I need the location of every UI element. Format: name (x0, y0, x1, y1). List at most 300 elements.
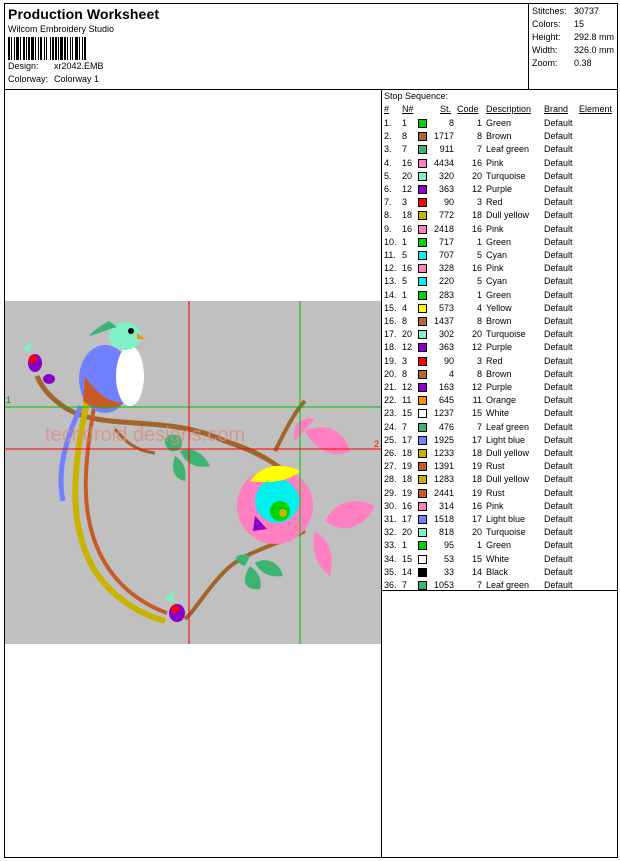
row-brand: Default (544, 329, 573, 340)
color-swatch (418, 581, 427, 590)
row-needle: 12 (402, 184, 413, 194)
row-code: 14 (471, 566, 482, 577)
row-description: Rust (486, 487, 505, 498)
table-row (382, 434, 617, 447)
row-needle: 5 (402, 250, 408, 260)
row-num: 7. (384, 197, 392, 208)
software-name: Wilcom Embroidery Studio (8, 24, 115, 34)
row-description: Leaf green (486, 580, 530, 590)
color-swatch (418, 198, 427, 207)
row-stitches: 573 (438, 302, 454, 313)
row-needle: 8 (402, 368, 408, 379)
row-num: 23. (384, 408, 397, 419)
design-preview (5, 301, 381, 644)
row-needle: 18 (402, 448, 413, 458)
row-num: 34. (384, 553, 397, 564)
row-stitches: 328 (438, 263, 454, 274)
stop-sequence-caption: Stop Sequence: (384, 91, 449, 101)
row-description: Green (486, 540, 512, 551)
colorway-value: Colorway 1 (54, 74, 100, 84)
height-row (532, 32, 614, 42)
row-code: 15 (471, 553, 482, 564)
row-stitches: 2441 (433, 487, 454, 498)
row-description: Purple (486, 382, 513, 392)
table-row (382, 236, 617, 249)
row-code: 5 (476, 250, 482, 260)
row-code: 7 (476, 421, 482, 432)
row-brand: Default (544, 500, 573, 511)
row-description: Light blue (486, 434, 526, 445)
row-needle: 17 (402, 514, 413, 524)
row-needle: 16 (402, 223, 413, 234)
row-stitches: 1518 (433, 514, 454, 524)
zoom-row (532, 58, 592, 68)
colors-label: Colors: (532, 19, 561, 29)
row-brand: Default (544, 170, 573, 181)
color-swatch (418, 132, 427, 141)
color-swatch (418, 211, 427, 220)
row-stitches: 2418 (433, 223, 454, 234)
color-swatch (418, 528, 427, 537)
row-stitches: 717 (438, 236, 454, 247)
table-row (382, 262, 617, 275)
bud-leaf (165, 591, 175, 603)
row-brand: Default (544, 580, 573, 590)
color-swatch (418, 396, 427, 405)
height-value: 292.8 mm (574, 32, 615, 42)
table-row (382, 447, 617, 460)
worksheet (4, 3, 618, 858)
row-stitches: 707 (438, 250, 454, 260)
color-swatch (418, 502, 427, 511)
row-code: 15 (471, 408, 482, 419)
row-code: 1 (476, 236, 482, 247)
row-num: 19. (384, 355, 397, 366)
row-brand: Default (544, 131, 573, 142)
barcode-image (8, 37, 155, 60)
row-needle: 19 (402, 461, 413, 472)
col-header-st: St. (440, 104, 452, 114)
table-row (382, 223, 617, 236)
row-stitches: 163 (438, 382, 454, 392)
row-needle: 12 (402, 342, 413, 353)
color-swatch (418, 317, 427, 326)
branch-lower (185, 531, 305, 619)
row-description: Leaf green (486, 421, 530, 432)
table-row (382, 143, 617, 156)
color-swatch (418, 541, 427, 550)
color-swatch (418, 225, 427, 234)
row-brand: Default (544, 474, 573, 485)
row-needle: 19 (402, 487, 413, 498)
table-row (382, 487, 617, 500)
table-row (382, 275, 617, 288)
stitches-value: 30737 (574, 6, 600, 16)
row-needle: 16 (402, 263, 413, 274)
row-description: Light blue (486, 514, 526, 524)
row-code: 3 (476, 355, 482, 366)
row-brand: Default (544, 223, 573, 234)
row-brand: Default (544, 527, 573, 538)
row-brand: Default (544, 316, 573, 326)
marker-left: 1 (6, 395, 12, 405)
row-needle: 1 (402, 540, 408, 551)
row-num: 22. (384, 395, 397, 406)
row-num: 31. (384, 514, 397, 524)
table-row (382, 328, 617, 341)
bird-eye (128, 328, 134, 334)
row-code: 20 (471, 170, 482, 181)
row-needle: 14 (402, 566, 413, 577)
row-num: 29. (384, 487, 397, 498)
row-needle: 8 (402, 316, 408, 326)
row-brand: Default (544, 421, 573, 432)
row-stitches: 911 (439, 144, 454, 155)
row-num: 36. (384, 580, 397, 590)
row-brand: Default (544, 461, 573, 472)
row-needle: 17 (402, 434, 413, 445)
row-code: 19 (471, 461, 482, 472)
row-description: Dull yellow (486, 474, 530, 485)
row-stitches: 1925 (433, 434, 454, 445)
row-needle: 20 (402, 527, 413, 538)
row-code: 7 (476, 144, 482, 155)
color-swatch (418, 449, 427, 458)
row-stitches: 220 (438, 276, 454, 287)
col-header-description: Description (486, 104, 532, 114)
row-stitches: 363 (438, 184, 454, 194)
row-needle: 1 (402, 236, 408, 247)
color-swatch (418, 172, 427, 181)
row-num: 4. (384, 157, 392, 168)
row-description: Yellow (486, 302, 512, 313)
row-code: 19 (471, 487, 482, 498)
row-description: Black (486, 566, 509, 577)
table-row (382, 500, 617, 513)
row-brand: Default (544, 382, 573, 392)
row-code: 17 (471, 434, 482, 445)
color-swatch (418, 185, 427, 194)
table-row (382, 157, 617, 170)
color-swatch (418, 277, 427, 286)
row-description: Purple (486, 342, 513, 353)
table-row (382, 407, 617, 420)
stitches-row (532, 6, 599, 16)
row-code: 1 (476, 118, 482, 128)
row-brand: Default (544, 157, 573, 168)
zoom-value: 0.38 (574, 58, 592, 68)
design-row (8, 61, 104, 71)
row-needle: 15 (402, 553, 413, 564)
row-stitches: 302 (438, 329, 454, 340)
leaf (255, 560, 283, 576)
row-code: 8 (476, 131, 482, 142)
row-needle: 18 (402, 210, 413, 221)
col-header-element: Element (579, 104, 613, 114)
colorway-label: Colorway: (8, 74, 49, 84)
color-swatch (418, 357, 427, 366)
col-header-n: N# (402, 104, 414, 114)
row-stitches: 1233 (433, 448, 454, 458)
row-brand: Default (544, 302, 573, 313)
row-brand: Default (544, 448, 573, 458)
row-needle: 8 (402, 131, 408, 142)
row-stitches: 283 (438, 289, 454, 300)
row-needle: 1 (402, 289, 408, 300)
col-header-num: # (384, 104, 390, 114)
table-row (382, 473, 617, 486)
worksheet-header (5, 4, 617, 90)
row-needle: 1 (402, 118, 408, 128)
row-needle: 3 (402, 355, 408, 366)
table-row (382, 355, 617, 368)
flower-pistil (279, 509, 287, 517)
table-row (382, 381, 617, 394)
row-description: Rust (486, 461, 505, 472)
table-row (382, 183, 617, 196)
row-needle: 12 (402, 382, 413, 392)
row-code: 4 (476, 302, 482, 313)
row-description: Orange (486, 395, 517, 406)
embroidery-illustration (5, 301, 381, 644)
table-row (382, 579, 617, 592)
row-code: 12 (471, 382, 482, 392)
row-code: 18 (471, 474, 482, 485)
row-num: 32. (384, 527, 397, 538)
table-row (382, 302, 617, 315)
row-description: Dull yellow (486, 210, 530, 221)
row-code: 12 (471, 342, 482, 353)
row-num: 1. (384, 118, 392, 128)
color-swatch (418, 291, 427, 300)
col-header-code: Code (457, 104, 479, 114)
row-num: 15. (384, 302, 397, 313)
row-code: 16 (471, 223, 482, 234)
row-num: 35. (384, 566, 397, 577)
row-num: 21. (384, 382, 397, 392)
table-row (382, 209, 617, 222)
flower-petal (305, 427, 350, 454)
color-swatch (418, 436, 427, 445)
colorway-row (8, 74, 99, 84)
row-description: Dull yellow (486, 448, 530, 458)
color-swatch (418, 251, 427, 260)
row-num: 18. (384, 342, 397, 353)
row-stitches: 645 (438, 395, 454, 406)
leaf (236, 555, 250, 566)
bud-tip (29, 355, 37, 363)
row-description: White (486, 408, 510, 419)
color-swatch (418, 119, 427, 128)
row-description: Brown (486, 368, 512, 379)
row-needle: 15 (402, 408, 413, 419)
width-label: Width: (532, 45, 558, 55)
row-stitches: 90 (443, 197, 454, 208)
row-code: 1 (476, 289, 482, 300)
row-brand: Default (544, 553, 573, 564)
bud-leaf (23, 341, 33, 353)
table-row (382, 421, 617, 434)
row-description: Green (486, 118, 512, 128)
row-num: 12. (384, 263, 397, 274)
col-header-brand: Brand (544, 104, 569, 114)
row-needle: 16 (402, 157, 413, 168)
page-title: Production Worksheet (8, 6, 160, 22)
leaf (245, 566, 261, 589)
color-swatch (418, 264, 427, 273)
row-brand: Default (544, 118, 573, 128)
color-swatch (418, 343, 427, 352)
row-code: 7 (476, 580, 482, 590)
zoom-label: Zoom: (532, 58, 558, 68)
row-stitches: 4434 (433, 157, 454, 168)
row-num: 33. (384, 540, 397, 551)
row-stitches: 8 (448, 118, 454, 128)
flower-petal (325, 501, 375, 528)
stop-sequence-panel (382, 90, 617, 591)
bud-tip (171, 605, 179, 613)
row-needle: 18 (402, 474, 413, 485)
table-row (382, 315, 617, 328)
row-stitches: 33 (443, 566, 454, 577)
stitches-label: Stitches: (532, 6, 567, 16)
row-code: 1 (476, 540, 482, 551)
row-description: Pink (486, 500, 504, 511)
table-row (382, 249, 617, 262)
table-row (382, 368, 617, 381)
row-code: 16 (471, 263, 482, 274)
row-needle: 11 (402, 395, 412, 406)
row-description: Pink (486, 263, 504, 274)
color-swatch (418, 159, 427, 168)
row-num: 5. (384, 170, 392, 181)
table-row (382, 130, 617, 143)
table-row (382, 341, 617, 354)
table-row (382, 289, 617, 302)
row-num: 14. (384, 289, 397, 300)
watermark-text: techdroid designs.com (45, 424, 246, 446)
row-num: 2. (384, 131, 392, 142)
row-code: 8 (476, 368, 482, 379)
row-num: 27. (384, 461, 397, 472)
bud (43, 374, 55, 384)
row-stitches: 1717 (433, 131, 454, 142)
row-stitches: 1053 (433, 580, 454, 590)
row-stitches: 320 (438, 170, 454, 181)
row-needle: 7 (402, 421, 408, 432)
row-needle: 4 (402, 302, 408, 313)
row-brand: Default (544, 434, 573, 445)
row-code: 17 (471, 514, 482, 524)
color-swatch (418, 304, 427, 313)
row-description: White (486, 553, 510, 564)
row-num: 25. (384, 434, 397, 445)
row-stitches: 818 (438, 527, 454, 538)
row-description: Cyan (486, 276, 508, 287)
color-swatch (418, 568, 427, 577)
design-value: xr2042.EMB (54, 61, 104, 71)
flower-petal (313, 531, 331, 576)
row-num: 3. (384, 144, 392, 155)
stats-panel (528, 4, 618, 89)
row-code: 20 (471, 527, 482, 538)
row-stitches: 314 (438, 500, 454, 511)
row-description: Pink (486, 157, 504, 168)
table-row (382, 394, 617, 407)
leaf (173, 456, 185, 481)
row-description: Green (486, 289, 512, 300)
row-description: Red (486, 355, 503, 366)
table-row (382, 526, 617, 539)
row-description: Leaf green (486, 144, 530, 155)
table-row (382, 170, 617, 183)
row-stitches: 95 (443, 540, 454, 551)
row-num: 6. (384, 184, 392, 194)
row-num: 11. (384, 250, 396, 260)
row-code: 16 (471, 500, 482, 511)
row-description: Brown (486, 316, 512, 326)
row-brand: Default (544, 289, 573, 300)
color-swatch (418, 489, 427, 498)
row-brand: Default (544, 144, 573, 155)
row-brand: Default (544, 197, 573, 208)
row-needle: 3 (402, 197, 408, 208)
row-description: Red (486, 197, 503, 208)
row-stitches: 90 (443, 355, 454, 366)
row-brand: Default (544, 566, 573, 577)
row-brand: Default (544, 263, 573, 274)
row-num: 13. (384, 276, 397, 287)
row-code: 8 (476, 316, 482, 326)
row-description: Pink (486, 223, 504, 234)
row-description: Purple (486, 184, 513, 194)
width-value: 326.0 mm (574, 45, 615, 55)
table-row (382, 539, 617, 552)
row-brand: Default (544, 210, 573, 221)
row-description: Turquoise (486, 170, 526, 181)
row-stitches: 1283 (433, 474, 454, 485)
row-brand: Default (544, 540, 573, 551)
row-code: 20 (471, 329, 482, 340)
width-row (532, 45, 614, 55)
table-row (382, 513, 617, 526)
color-swatch (418, 515, 427, 524)
table-row (382, 553, 617, 566)
colors-row (532, 19, 584, 29)
row-num: 9. (384, 223, 392, 234)
row-num: 16. (384, 316, 397, 326)
design-label: Design: (8, 61, 39, 71)
row-brand: Default (544, 487, 573, 498)
row-description: Green (486, 236, 512, 247)
row-brand: Default (544, 184, 573, 194)
row-code: 18 (471, 210, 482, 221)
row-stitches: 1391 (433, 461, 454, 472)
row-brand: Default (544, 514, 573, 524)
bird-chest (116, 346, 144, 406)
row-num: 26. (384, 448, 397, 458)
row-description: Brown (486, 131, 512, 142)
color-swatch (418, 370, 427, 379)
table-row (382, 460, 617, 473)
row-num: 8. (384, 210, 392, 221)
row-description: Cyan (486, 250, 508, 260)
row-stitches: 1237 (433, 408, 454, 419)
table-row (382, 117, 617, 130)
row-num: 24. (384, 421, 397, 432)
row-code: 11 (472, 395, 482, 406)
color-swatch (418, 423, 427, 432)
